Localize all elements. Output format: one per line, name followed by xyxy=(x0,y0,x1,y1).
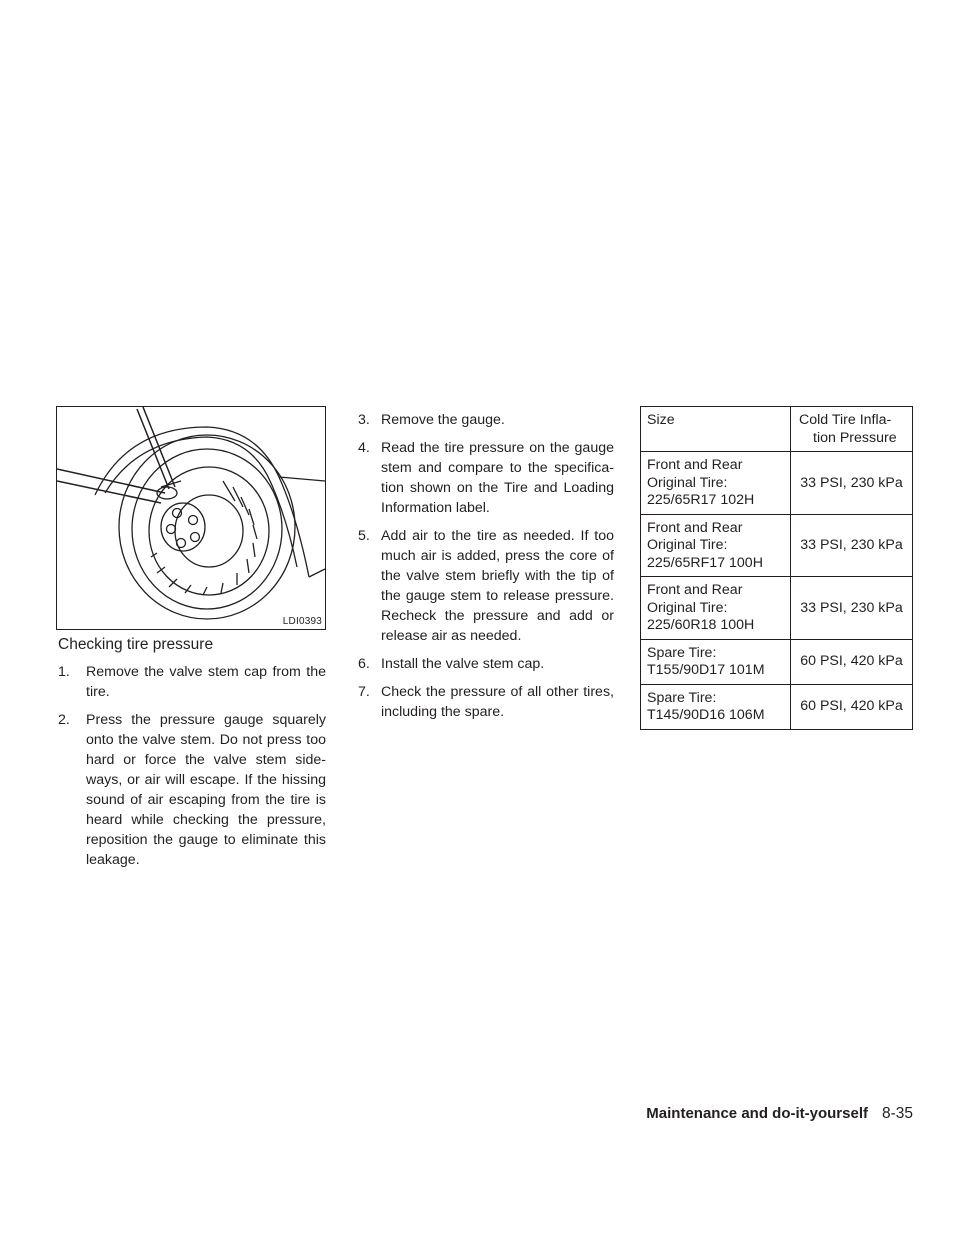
footer-section-title: Maintenance and do-it-yourself xyxy=(646,1105,868,1122)
tire-size-cell: Front and Rear Original Tire: 225/65RF17 100H xyxy=(641,514,791,577)
tire-pressure-table xyxy=(640,406,913,730)
pressure-cell: 33 PSI, 230 kPa xyxy=(791,577,913,640)
steps-list-right xyxy=(358,410,614,730)
list-item xyxy=(58,710,326,870)
table-row xyxy=(641,684,913,729)
step-text: Install the valve stem cap. xyxy=(381,656,545,672)
tire-gauge-illustration xyxy=(56,406,326,630)
figure-code: LDI0393 xyxy=(282,616,322,627)
list-item xyxy=(358,410,614,430)
pressure-column-header xyxy=(791,407,913,452)
pressure-header-line1: Cold Tire Infla- xyxy=(799,412,892,428)
list-item xyxy=(58,662,326,702)
step-number: 5. xyxy=(358,528,370,544)
step-text: Check the pressure of all other tires, including the spare. xyxy=(381,684,614,720)
table-row xyxy=(641,639,913,684)
step-number: 6. xyxy=(358,656,370,672)
step-text: Read the tire pressure on the gauge stem and compare to the specifica-tion shown on the Tire and Loading Information label. xyxy=(381,440,614,516)
step-number: 1. xyxy=(58,664,70,680)
pressure-header-line2: tion Pressure xyxy=(813,429,897,446)
steps-list-left xyxy=(58,662,326,878)
tire-drawing xyxy=(57,407,326,630)
list-item xyxy=(358,438,614,518)
size-column-header: Size xyxy=(641,407,791,452)
page-number: 8-35 xyxy=(882,1105,914,1122)
step-text: Add air to the tire as needed. If too much air is added, press the core of the valve stem briefly with the tip of the gauge stem to release pressure. Recheck the pressure and add or release air as needed. xyxy=(381,528,614,644)
step-number: 3. xyxy=(358,412,370,428)
step-text: Remove the gauge. xyxy=(381,412,505,428)
pressure-cell: 60 PSI, 420 kPa xyxy=(791,639,913,684)
table-header-row xyxy=(641,407,913,452)
tire-size-cell: Front and Rear Original Tire: 225/65R17 102H xyxy=(641,452,791,515)
table-row xyxy=(641,514,913,577)
step-number: 4. xyxy=(358,440,370,456)
table-row xyxy=(641,577,913,640)
step-text: Press the pressure gauge squarely onto the valve stem. Do not press too hard or force the valve stem side-ways, or air will escape. If the hissing sound of air escaping from the tire is heard while checking the pressure, reposition the gauge to eliminate this leakage. xyxy=(86,712,326,868)
step-number: 7. xyxy=(358,684,370,700)
list-item xyxy=(358,682,614,722)
tire-size-cell: Front and Rear Original Tire: 225/60R18 100H xyxy=(641,577,791,640)
tire-size-cell: Spare Tire: T145/90D16 106M xyxy=(641,684,791,729)
tire-size-cell: Spare Tire: T155/90D17 101M xyxy=(641,639,791,684)
step-number: 2. xyxy=(58,712,70,728)
pressure-cell: 33 PSI, 230 kPa xyxy=(791,514,913,577)
list-item xyxy=(358,654,614,674)
list-item xyxy=(358,526,614,646)
step-text: Remove the valve stem cap from the tire. xyxy=(86,664,326,700)
pressure-cell: 33 PSI, 230 kPa xyxy=(791,452,913,515)
pressure-cell: 60 PSI, 420 kPa xyxy=(791,684,913,729)
section-title: Checking tire pressure xyxy=(58,636,214,653)
table-row xyxy=(641,452,913,515)
